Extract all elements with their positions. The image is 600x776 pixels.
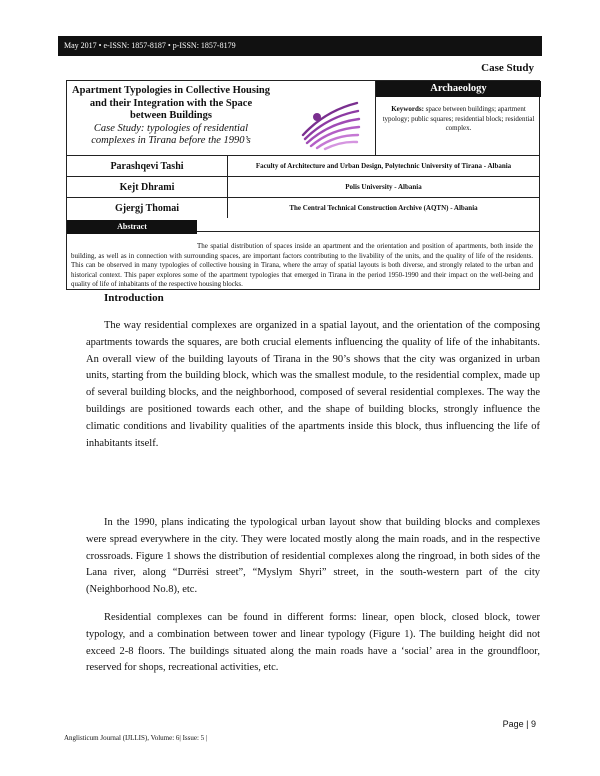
author-affiliation: Polis University - Albania xyxy=(345,182,422,191)
authors-table xyxy=(67,155,539,218)
journal-footer: Anglisticum Journal (IJLLIS), Volume: 6| Issue: 5 | xyxy=(64,734,208,742)
issn-bar xyxy=(58,36,542,56)
author-affiliation: The Central Technical Construction Archive (AQTN) - Albania xyxy=(289,203,478,212)
issn-text: May 2017 • e-ISSN: 1857-8187 • p-ISSN: 1857-8179 xyxy=(64,41,236,50)
article-header-box xyxy=(66,80,540,232)
section-label: Case Study xyxy=(481,62,534,74)
author-name: Kejt Dhrami xyxy=(67,177,228,197)
author-affiliation: Faculty of Architecture and Urban Design, Polytechnic University of Tirana - Albania xyxy=(255,161,512,170)
section-heading: Introduction xyxy=(104,292,164,304)
article-subtitle: Case Study: typologies of residential complexes in Tirana before the 1990’s xyxy=(91,122,251,146)
abstract-label: Abstract xyxy=(67,220,197,234)
author-row xyxy=(67,176,539,197)
author-name: Gjergj Thomai xyxy=(67,198,228,218)
category-box xyxy=(375,81,541,155)
author-row xyxy=(67,155,539,176)
journal-logo-icon xyxy=(295,91,365,151)
page-number: Page | 9 xyxy=(502,719,536,729)
keywords-label: Keywords: xyxy=(391,105,424,113)
keywords xyxy=(376,97,541,134)
paragraph-1: The way residential complexes are organized in a spatial layout, and the orientation of the composing apartments towards the squares, are both crucial elements influencing the quality of life of the inhabitants. An overall view of the building layouts of Tirana in the 90’s shows that the city was organized in urban units, starting from the building block, which was the smallest module, to the residential complex, made up of several building blocks, and the neighborhood, composed of several residential complexes. The way the buildings are positioned towards each other, and the shape of building blocks, strongly influence the climatic conditions and livability qualities of the apartments inside this block, thus influencing the life of inhabitants itself. xyxy=(86,320,540,449)
category-label: Archaeology xyxy=(376,81,541,97)
author-name: Parashqevi Tashi xyxy=(67,156,228,176)
paragraph-3: Residential complexes can be found in different forms: linear, open block, closed block, tower typology, and a combination between tower and linear typology (Figure 1). The building height did not exceed 2-8 floors. The buildings situated along the main roads have a ‘social’ area in the groundfloor, reserved for shops, recreational activities, etc. xyxy=(86,612,540,674)
paragraph-2: In the 1990, plans indicating the typological urban layout show that building blocks and complexes were spread everywhere in the city. They were located mostly along the main roads, and in the respective crossroads. Figure 1 shows the distribution of residential complexes along the ringroad, in both sides of the Lana river, along “Durrësi street”, “Myslym Shyri” street, in the south-western part of the city (Neighborhood No.8), etc. xyxy=(86,517,540,596)
article-title-block xyxy=(71,85,271,148)
author-row xyxy=(67,197,539,218)
abstract-text: The spatial distribution of spaces inside an apartment and the orientation and position of apartments, both inside the building, as well as in connection with surrounding spaces, are important factors contributing to the livability of the units, and the quality of life of the residents. This can be observed in many typologies of collective housing in Tirana, where the array of spatial layouts is both diverse, and strongly related to the urban and historical context. This paper explores some of the apartment typologies that emerged in Tirana in the period 1950-1990 and their impact on the well-being and quality of life of inhabitants of the respective housing blocks. xyxy=(71,242,533,288)
abstract-box xyxy=(66,220,540,290)
keywords-text: space between buildings; apartment typology; public squares; residential block; residential complex. xyxy=(382,105,535,132)
article-title: Apartment Typologies in Collective Housing and their Integration with the Space between Buildings xyxy=(72,85,270,121)
